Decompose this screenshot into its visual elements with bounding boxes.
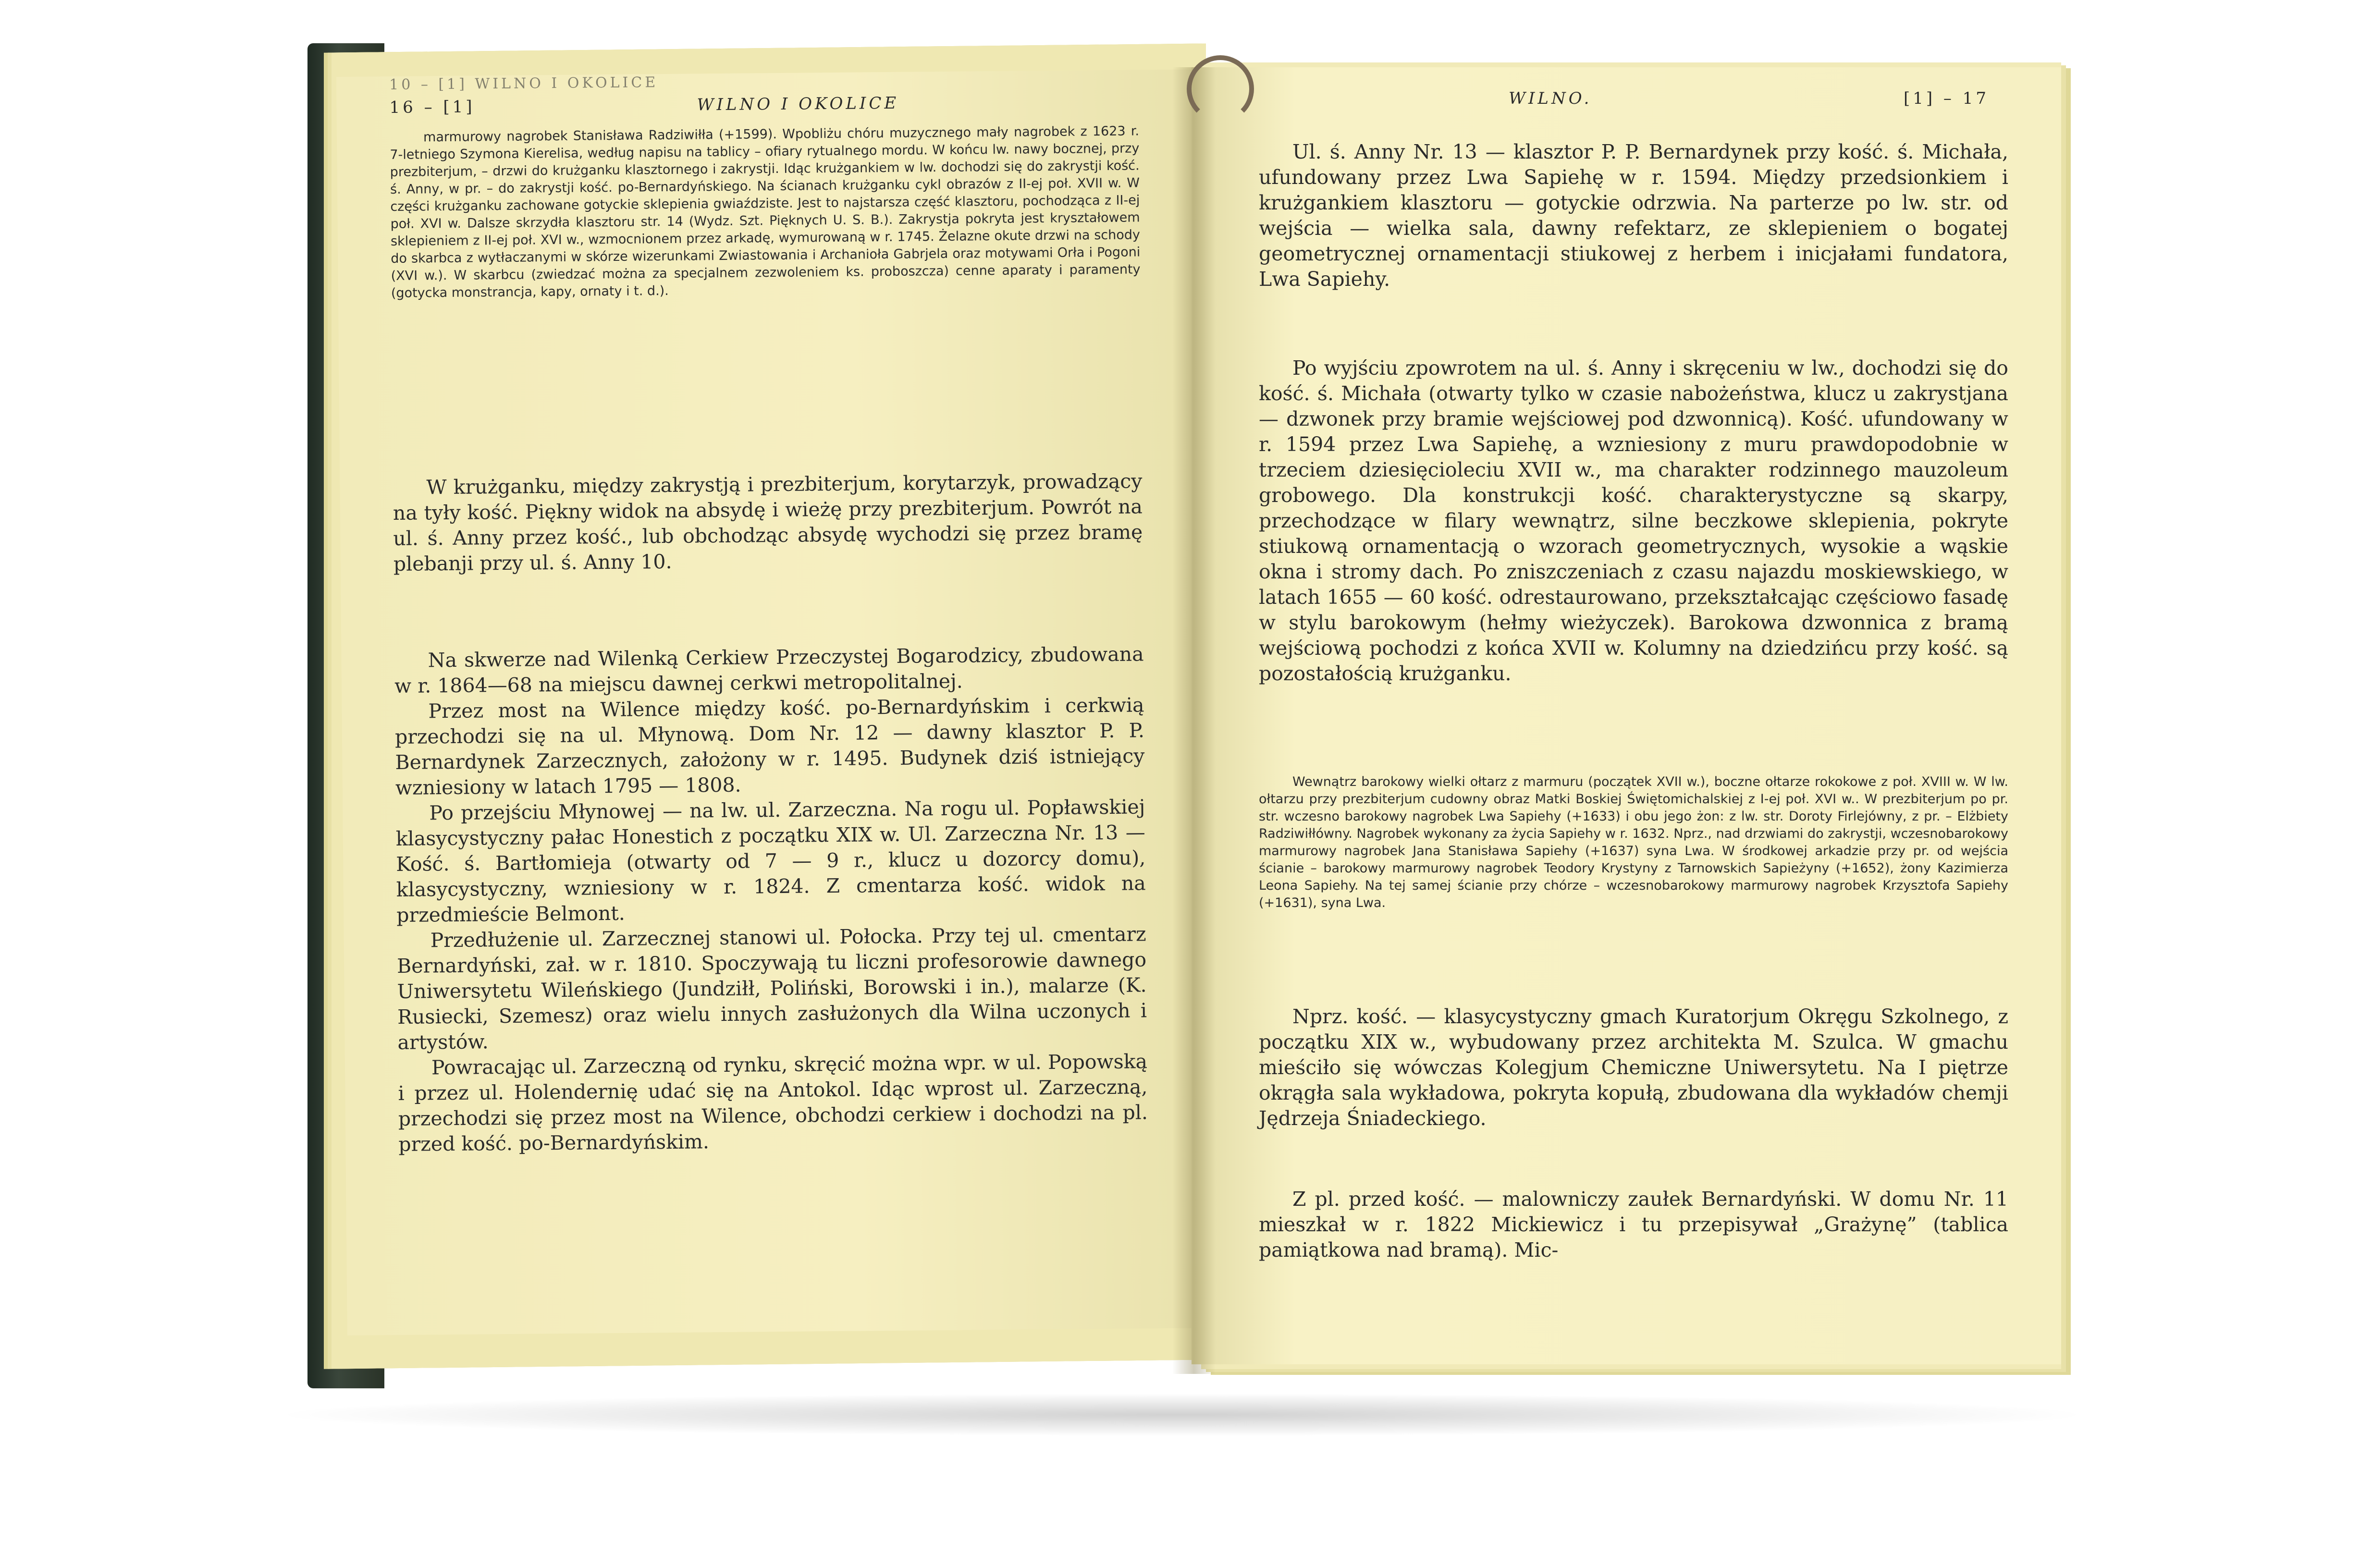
left-body-paragraph: W krużganku, między zakrystją i prezbiterjum, korytarzyk, prowadzący na tyły kość. Piękny widok na absydę i wieżę przy prezbiterjum. Powrót na ul. ś. Anny przez kość., lub obchodząc absydę wychodzi się przez bramę plebanji przy ul. ś. Anny 10. xyxy=(393,469,1143,576)
right-running-title: WILNO. xyxy=(1509,89,1592,108)
bookmark-ribbon xyxy=(1187,55,1254,122)
right-body-paragraph: Z pl. przed kość. — malowniczy zaułek Bernardyński. W domu Nr. 11 mieszkał w r. 1822 Mickiewicz i tu przepisywał „Grażynę” (tablica pamiątkowa nad bramą). Mic- xyxy=(1259,1188,2008,1262)
book-gutter xyxy=(1172,67,1216,1374)
left-small-print: marmurowy nagrobek Stanisława Radziwiłła (+1599). Wpobliżu chóru muzycznego mały nagrobek z 1623 r. 7-letniego Szymona Kierelisa, według napisu na tablicy – ofiary rytualnego mordu. W końcu lw. nawy bocznej, przy prezbiterjum, – drzwi do krużganku klasztornego i zakrystji. Idąc krużgankiem w lw. dochodzi się do zakrystji kość. ś. Anny, w pr. – do zakrystji kość. po-Bernardyńskiego. Na ścianach krużganku cykl obrazów z II-ej poł. XVII w. W części krużganku zachowane gotyckie sklepienia gwiaździste. Jest to najstarsza część klasztoru, pochodząca z II-ej poł. XVI w. Dalsze skrzydła klasztoru str. 14 (Wydz. Szt. Pięknych U. S. B.). Zakrystja pokryta jest kryształowem sklepieniem z II-ej poł. XVI w., wzmocnionem przez arkadę, wymurowaną w r. 1745. Żelazne okute drzwi na schody do skarbca z wytłaczanymi w skórze wizerunkami Zwiastowania i Archanioła Gabrjela oraz motywami Orła i Pogoni (XVI w.). W skarbcu (zwiedzać można za specjalnem zezwoleniem ks. proboszcza) cenne aparaty i paramenty (gotycka monstrancja, kapy, ornaty i t. d.). xyxy=(390,123,1141,301)
left-page-header xyxy=(389,91,1158,127)
left-body-paragraph: Na skwerze nad Wilenką Cerkiew Przeczystej Bogarodzicy, zbudowana w r. 1864—68 na miejscu dawnej cerkwi metropolitalnej. Przez most na Wilence między kość. po-Bernardyńskim i cerkwią przechodzi się na ul. Młynową. Dom Nr. 12 — dawny klasztor P. P. Bernardynek Zarzecznych, założony w r. 1495. Budynek dziś istniejący wzniesiony w latach 1795 — 1808. Po przejściu Młynowej — na lw. ul. Zarzeczna. Na rogu ul. Popławskiej klasycystyczny pałac Honestich z początku XIX w. Ul. Zarzeczna Nr. 13 — Kość. ś. Bartłomieja (otwarty od 7 — 9 r., klucz u dozorcy domu), klasycystyczny, wzniesiony w r. 1824. Z cmentarza kość. widok na przedmieście Belmont. Przedłużenie ul. Zarzecznej stanowi ul. Połocka. Przy tej ul. cmentarz Bernardyński, zał. w r. 1810. Spoczywają tu liczni profesorowie dawnego Uniwersytetu Wileńskiego (Jundziłł, Poliński, Borowski i in.), malarze (K. Rusiecki, Szemesz) oraz wielu innych zasłużonych dla Wilna uczonych i artystów. Powracając ul. Zarzeczną od rynku, skręcić można wpr. w ul. Popowską i przez ul. Holendernię udać się na Antokol. Idąc wprost ul. Zarzeczną, przechodzi się przez most na Wilence, obchodzi cerkiew i dochodzi na pl. przed kość. po-Bernardyńskim. xyxy=(394,642,1148,1156)
left-page-number: 16 – [1] xyxy=(389,97,475,118)
right-body-paragraph: Ul. ś. Anny Nr. 13 — klasztor P. P. Bernardynek przy kość. ś. Michała, ufundowany przez Lwa Sapiehę w r. 1594. Między przedsionkiem i krużgankiem klasztoru — gotyckie odrzwia. Na parterze po lw. str. od wejścia — wielka sala, dawny refektarz, ze sklepieniem o bogatej geometrycznej ornamentacji stiukowej z herbem i inicjałami fundatora, Lwa Sapiehy. xyxy=(1259,140,2008,291)
book-shadow xyxy=(269,1393,2095,1436)
right-page-number: [1] – 17 xyxy=(1903,89,1989,108)
right-body-paragraph: Nprz. kość. — klasycystyczny gmach Kuratorjum Okręgu Szkolnego, z początku XIX w., wybudowany przez architekta M. Szulca. W gmachu mieściło się wówczas Kolegjum Chemiczne Uniwersytetu. Na I piętrze okrągła sala wykładowa, pokryta kopułą, zbudowana dla wykładów chemji Jędrzeja Śniadeckiego. xyxy=(1259,1005,2008,1130)
right-body-paragraph: Po wyjściu zpowrotem na ul. ś. Anny i skręceniu w lw., dochodzi się do kość. ś. Michała (otwarty tylko w czasie nabożeństwa, klucz u zakrystjana — dzwonek przy bramie wejściowej pod dzwonnicą). Kość. ufundowany w r. 1594 przez Lwa Sapiehę, a wzniesiony z muru prawdopodobnie w trzeciem dziesięcioleciu XVII w., ma charakter rodzinnego mauzoleum grobowego. Dla konstrukcji kość. charakterystyczne są skarpy, przechodzące w filary wewnątrz, silne beczkowe sklepienia, pokryte stiukową ornamentacją o wzorach geometrycznych, wysokie a wąskie okna i stromy dach. Po zniszczeniach z czasu najazdu moskiewskiego, w latach 1655 — 60 kość. odrestaurowano, przekształcając częściowo fasadę w stylu barokowym (hełmy wieżyczek). Barokowa dzwonnica z bramą wejściową pochodzi z końca XVII w. Kolumny na dziedzińcu przy kość. są pozostałością krużganku. xyxy=(1259,356,2008,685)
right-page-header xyxy=(1288,89,2008,118)
left-running-title: WILNO I OKOLICE xyxy=(697,93,899,115)
right-page xyxy=(1192,67,2061,1364)
back-page-header: 10 – [1] WILNO I OKOLICE xyxy=(389,74,659,94)
right-small-print: Wewnątrz barokowy wielki ołtarz z marmuru (początek XVII w.), boczne ołtarze rokokowe z poł. XVIII w. W lw. ołtarzu przy prezbiterjum cudowny obraz Matki Boskiej Świętomichalskiej z I-ej poł. XVI w.. W prezbiterjum po pr. str. wczesno barokowy nagrobek Lwa Sapiehy (+1633) i obu jego żon: z lw. str. Doroty Firlejówny, z pr. – Elżbiety Radziwiłłówny. Nagrobek wykonany za życia Sapiehy w r. 1632. Nprz., nad drzwiami do zakrystji, wczesnobarokowy marmurowy nagrobek Jana Stanisława Sapiehy (+1637) syna Lwa. W środkowej arkadzie przy pr. od wejścia ścianie – barokowy marmurowy nagrobek Teodory Krystyny z Tarnowskich Sapieżyny (+1652), żony Kazimierza Leona Sapiehy. Na tej samej ścianie przy chórze – wczesnobarokowy marmurowy nagrobek Krzysztofa Sapiehy (+1631), syna Lwa. xyxy=(1259,774,2008,910)
left-page xyxy=(336,69,1203,1335)
